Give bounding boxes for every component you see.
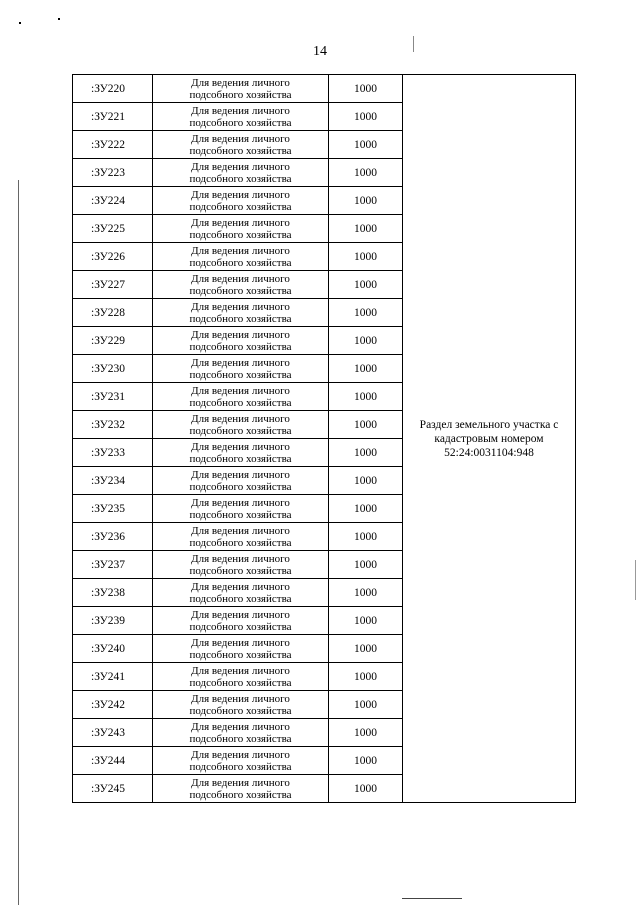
permitted-use-cell [153,327,329,355]
permitted-use-line: Для ведения личного [191,328,290,341]
parcel-id-cell: :ЗУ224 [73,187,153,215]
area-cell: 1000 [329,635,403,663]
scan-mark [402,898,462,899]
permitted-use-cell [153,719,329,747]
permitted-use-line: подсобного хозяйства [189,172,292,185]
table-row [73,75,576,103]
permitted-use-cell [153,187,329,215]
permitted-use-line: Для ведения личного [191,76,290,89]
permitted-use-line: подсобного хозяйства [189,228,292,241]
parcel-id-cell: :ЗУ239 [73,607,153,635]
area-cell: 1000 [329,607,403,635]
area-cell: 1000 [329,187,403,215]
permitted-use-cell [153,579,329,607]
area-cell: 1000 [329,663,403,691]
permitted-use-line: Для ведения личного [191,608,290,621]
permitted-use-line: подсобного хозяйства [189,536,292,549]
area-cell: 1000 [329,775,403,803]
permitted-use-cell [153,103,329,131]
area-cell: 1000 [329,383,403,411]
area-cell: 1000 [329,131,403,159]
permitted-use-line: Для ведения личного [191,412,290,425]
parcel-id-cell: :ЗУ232 [73,411,153,439]
area-cell: 1000 [329,551,403,579]
scan-edge [635,560,636,600]
permitted-use-line: Для ведения личного [191,552,290,565]
parcel-id-cell: :ЗУ235 [73,495,153,523]
parcel-id-cell: :ЗУ228 [73,299,153,327]
area-cell: 1000 [329,439,403,467]
permitted-use-line: Для ведения личного [191,748,290,761]
permitted-use-line: Для ведения личного [191,356,290,369]
area-cell: 1000 [329,579,403,607]
permitted-use-line: подсобного хозяйства [189,648,292,661]
permitted-use-line: Для ведения личного [191,300,290,313]
parcel-id-cell: :ЗУ234 [73,467,153,495]
permitted-use-cell [153,635,329,663]
permitted-use-line: подсобного хозяйства [189,704,292,717]
permitted-use-cell [153,551,329,579]
permitted-use-line: подсобного хозяйства [189,368,292,381]
parcel-id-cell: :ЗУ244 [73,747,153,775]
area-cell: 1000 [329,355,403,383]
parcel-id-cell: :ЗУ220 [73,75,153,103]
permitted-use-cell [153,439,329,467]
permitted-use-line: Для ведения личного [191,440,290,453]
parcel-id-cell: :ЗУ241 [73,663,153,691]
division-note-line: 52:24:0031104:948 [444,446,534,459]
permitted-use-line: подсобного хозяйства [189,340,292,353]
area-cell: 1000 [329,691,403,719]
permitted-use-line: подсобного хозяйства [189,396,292,409]
permitted-use-line: Для ведения личного [191,160,290,173]
area-cell: 1000 [329,299,403,327]
area-cell: 1000 [329,75,403,103]
parcel-id-cell: :ЗУ230 [73,355,153,383]
parcel-id-cell: :ЗУ236 [73,523,153,551]
permitted-use-line: подсобного хозяйства [189,620,292,633]
area-cell: 1000 [329,215,403,243]
permitted-use-line: подсобного хозяйства [189,256,292,269]
scan-speck [58,18,60,20]
permitted-use-cell [153,607,329,635]
permitted-use-cell [153,467,329,495]
permitted-use-cell [153,299,329,327]
permitted-use-line: подсобного хозяйства [189,144,292,157]
area-cell: 1000 [329,103,403,131]
parcel-id-cell: :ЗУ243 [73,719,153,747]
permitted-use-cell [153,131,329,159]
scan-edge [18,180,19,905]
permitted-use-line: подсобного хозяйства [189,676,292,689]
permitted-use-line: Для ведения личного [191,636,290,649]
permitted-use-line: Для ведения личного [191,580,290,593]
area-cell: 1000 [329,467,403,495]
parcel-id-cell: :ЗУ227 [73,271,153,299]
parcel-id-cell: :ЗУ233 [73,439,153,467]
permitted-use-line: подсобного хозяйства [189,312,292,325]
permitted-use-cell [153,775,329,803]
parcel-id-cell: :ЗУ222 [73,131,153,159]
area-cell: 1000 [329,243,403,271]
permitted-use-line: подсобного хозяйства [189,452,292,465]
parcel-id-cell: :ЗУ229 [73,327,153,355]
permitted-use-line: Для ведения личного [191,524,290,537]
permitted-use-cell [153,411,329,439]
permitted-use-cell [153,495,329,523]
area-cell: 1000 [329,747,403,775]
parcel-id-cell: :ЗУ225 [73,215,153,243]
permitted-use-cell [153,159,329,187]
permitted-use-cell [153,383,329,411]
permitted-use-line: подсобного хозяйства [189,732,292,745]
parcel-id-cell: :ЗУ226 [73,243,153,271]
permitted-use-line: Для ведения личного [191,272,290,285]
area-cell: 1000 [329,271,403,299]
permitted-use-line: Для ведения личного [191,104,290,117]
permitted-use-line: Для ведения личного [191,384,290,397]
division-note-cell [403,75,576,803]
permitted-use-line: подсобного хозяйства [189,788,292,801]
permitted-use-cell [153,215,329,243]
permitted-use-cell [153,523,329,551]
permitted-use-line: подсобного хозяйства [189,508,292,521]
permitted-use-line: Для ведения личного [191,468,290,481]
permitted-use-line: Для ведения личного [191,720,290,733]
permitted-use-line: Для ведения личного [191,188,290,201]
division-note-line: Раздел земельного участка с [419,418,559,431]
permitted-use-cell [153,271,329,299]
permitted-use-line: Для ведения личного [191,216,290,229]
permitted-use-line: Для ведения личного [191,664,290,677]
parcels-table-container [72,74,575,803]
area-cell: 1000 [329,523,403,551]
permitted-use-line: подсобного хозяйства [189,200,292,213]
permitted-use-line: Для ведения личного [191,776,290,789]
parcel-id-cell: :ЗУ238 [73,579,153,607]
page-number: 14 [313,44,327,59]
permitted-use-line: подсобного хозяйства [189,116,292,129]
permitted-use-line: подсобного хозяйства [189,564,292,577]
permitted-use-cell [153,691,329,719]
parcel-id-cell: :ЗУ245 [73,775,153,803]
parcel-id-cell: :ЗУ223 [73,159,153,187]
permitted-use-cell [153,747,329,775]
area-cell: 1000 [329,411,403,439]
permitted-use-line: Для ведения личного [191,692,290,705]
permitted-use-line: подсобного хозяйства [189,480,292,493]
parcel-id-cell: :ЗУ237 [73,551,153,579]
permitted-use-cell [153,243,329,271]
permitted-use-line: подсобного хозяйства [189,284,292,297]
permitted-use-cell [153,663,329,691]
permitted-use-line: Для ведения личного [191,496,290,509]
permitted-use-line: подсобного хозяйства [189,424,292,437]
parcel-id-cell: :ЗУ242 [73,691,153,719]
parcel-id-cell: :ЗУ231 [73,383,153,411]
permitted-use-line: подсобного хозяйства [189,592,292,605]
area-cell: 1000 [329,159,403,187]
parcels-table-body [73,75,576,803]
area-cell: 1000 [329,327,403,355]
permitted-use-line: подсобного хозяйства [189,760,292,773]
division-note-line: кадастровым номером [434,432,544,445]
permitted-use-cell [153,75,329,103]
permitted-use-line: Для ведения личного [191,244,290,257]
area-cell: 1000 [329,495,403,523]
parcels-table [72,74,576,803]
parcel-id-cell: :ЗУ221 [73,103,153,131]
permitted-use-line: подсобного хозяйства [189,88,292,101]
scan-speck [19,22,21,24]
permitted-use-cell [153,355,329,383]
permitted-use-line: Для ведения личного [191,132,290,145]
parcel-id-cell: :ЗУ240 [73,635,153,663]
area-cell: 1000 [329,719,403,747]
